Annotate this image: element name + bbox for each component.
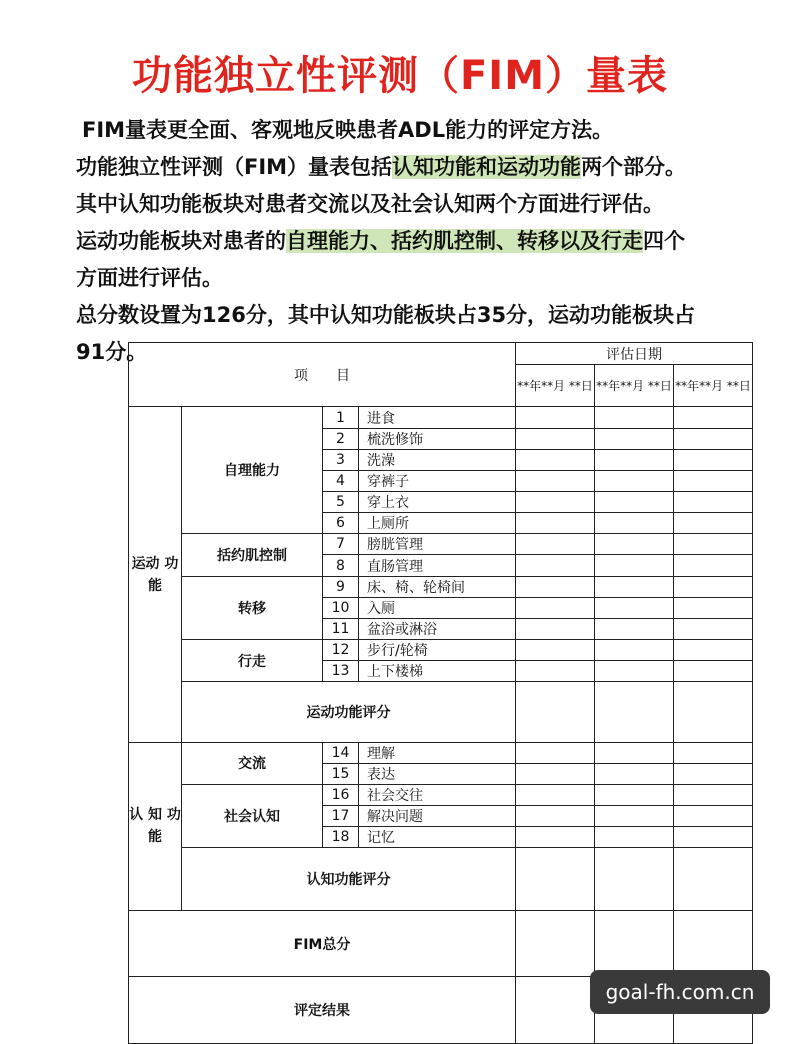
item-number: 12 <box>323 640 359 661</box>
item-number: 10 <box>323 597 359 618</box>
item-label: 入厕 <box>359 597 516 618</box>
score-cell[interactable] <box>595 661 674 682</box>
item-label: 上下楼梯 <box>359 661 516 682</box>
score-cell[interactable] <box>674 513 753 534</box>
item-number: 3 <box>323 449 359 470</box>
group-transfer: 转移 <box>182 576 323 639</box>
score-cell[interactable] <box>595 827 674 848</box>
score-cell[interactable] <box>674 534 753 555</box>
fim-table <box>128 342 753 1044</box>
score-cell[interactable] <box>595 449 674 470</box>
intro-line-2: 功能独立性评测（FIM）量表包括认知功能和运动功能两个部分。 <box>76 155 687 179</box>
item-header: 项 目 <box>129 343 516 407</box>
score-cell[interactable] <box>674 407 753 428</box>
item-label: 膀胱管理 <box>359 534 516 555</box>
score-cell[interactable] <box>516 742 595 763</box>
score-cell[interactable] <box>674 827 753 848</box>
score-cell[interactable] <box>595 742 674 763</box>
score-cell[interactable] <box>516 428 595 449</box>
group-social-cognition: 社会认知 <box>182 784 323 847</box>
score-cell[interactable] <box>516 910 595 976</box>
cognitive-function-label: 认 知 功能 <box>129 742 182 910</box>
item-label: 解决问题 <box>359 806 516 827</box>
intro-line-6: 总分数设置为126分，其中认知功能板块占35分，运动功能板块占 <box>76 303 696 327</box>
score-cell[interactable] <box>674 449 753 470</box>
score-cell[interactable] <box>674 806 753 827</box>
item-number: 5 <box>323 492 359 513</box>
fim-total-label: FIM总分 <box>129 910 516 976</box>
score-cell[interactable] <box>595 618 674 639</box>
item-number: 18 <box>323 827 359 848</box>
item-number: 11 <box>323 618 359 639</box>
item-number: 2 <box>323 428 359 449</box>
item-label: 理解 <box>359 742 516 763</box>
score-cell[interactable] <box>595 555 674 576</box>
item-number: 4 <box>323 470 359 491</box>
highlight-motor-domains: 自理能力、括约肌控制、转移以及行走 <box>286 229 643 253</box>
score-cell[interactable] <box>516 682 595 742</box>
group-self-care: 自理能力 <box>182 407 323 534</box>
item-label: 床、椅、轮椅间 <box>359 576 516 597</box>
score-cell[interactable] <box>674 910 753 976</box>
score-cell[interactable] <box>674 576 753 597</box>
score-cell[interactable] <box>595 576 674 597</box>
score-cell[interactable] <box>674 682 753 742</box>
group-communication: 交流 <box>182 742 323 784</box>
score-cell[interactable] <box>595 848 674 910</box>
score-cell[interactable] <box>516 661 595 682</box>
intro-line-7: 91分。 <box>76 340 148 364</box>
score-cell[interactable] <box>516 597 595 618</box>
score-cell[interactable] <box>674 492 753 513</box>
score-cell[interactable] <box>516 977 595 1044</box>
score-cell[interactable] <box>674 597 753 618</box>
score-cell[interactable] <box>595 407 674 428</box>
highlight-cognitive-motor: 认知功能和运动功能 <box>392 155 582 179</box>
intro-line-1: FIM量表更全面、客观地反映患者ADL能力的评定方法。 <box>82 118 614 142</box>
score-cell[interactable] <box>674 428 753 449</box>
score-cell[interactable] <box>674 848 753 910</box>
item-label: 表达 <box>359 763 516 784</box>
item-number: 1 <box>323 407 359 428</box>
item-label: 记忆 <box>359 827 516 848</box>
score-cell[interactable] <box>674 763 753 784</box>
score-cell[interactable] <box>674 555 753 576</box>
item-label: 盆浴或淋浴 <box>359 618 516 639</box>
intro-line-3: 其中认知功能板块对患者交流以及社会认知两个方面进行评估。 <box>76 192 664 216</box>
score-cell[interactable] <box>595 640 674 661</box>
item-label: 洗澡 <box>359 449 516 470</box>
score-cell[interactable] <box>516 640 595 661</box>
item-label: 穿裤子 <box>359 470 516 491</box>
score-cell[interactable] <box>595 763 674 784</box>
score-cell[interactable] <box>595 784 674 805</box>
score-cell[interactable] <box>595 428 674 449</box>
score-cell[interactable] <box>595 470 674 491</box>
intro-line-5: 方面进行评估。 <box>76 266 223 290</box>
score-cell[interactable] <box>674 640 753 661</box>
item-label: 穿上衣 <box>359 492 516 513</box>
score-cell[interactable] <box>516 618 595 639</box>
score-cell[interactable] <box>516 470 595 491</box>
result-label: 评定结果 <box>129 977 516 1044</box>
item-number: 8 <box>323 555 359 576</box>
score-cell[interactable] <box>595 597 674 618</box>
score-cell[interactable] <box>516 827 595 848</box>
item-number: 6 <box>323 513 359 534</box>
score-cell[interactable] <box>595 910 674 976</box>
score-cell[interactable] <box>595 682 674 742</box>
item-label: 社会交往 <box>359 784 516 805</box>
score-cell[interactable] <box>674 784 753 805</box>
score-cell[interactable] <box>516 763 595 784</box>
item-number: 13 <box>323 661 359 682</box>
item-number: 9 <box>323 576 359 597</box>
score-cell[interactable] <box>674 661 753 682</box>
score-cell[interactable] <box>516 492 595 513</box>
date-col-1: **年**月 **日 <box>516 365 595 407</box>
score-cell[interactable] <box>595 513 674 534</box>
item-label: 直肠管理 <box>359 555 516 576</box>
score-cell[interactable] <box>595 492 674 513</box>
score-cell[interactable] <box>516 576 595 597</box>
score-cell[interactable] <box>516 407 595 428</box>
date-col-3: **年**月 **日 <box>674 365 753 407</box>
item-label: 进食 <box>359 407 516 428</box>
item-number: 16 <box>323 784 359 805</box>
score-cell[interactable] <box>516 534 595 555</box>
item-label: 步行/轮椅 <box>359 640 516 661</box>
item-number: 15 <box>323 763 359 784</box>
score-cell[interactable] <box>516 555 595 576</box>
page-title: 功能独立性评测（FIM）量表 <box>131 53 668 99</box>
intro-line-4: 运动功能板块对患者的自理能力、括约肌控制、转移以及行走四个 <box>76 229 685 253</box>
score-cell[interactable] <box>674 470 753 491</box>
date-col-2: **年**月 **日 <box>595 365 674 407</box>
item-number: 14 <box>323 742 359 763</box>
group-walk: 行走 <box>182 640 323 682</box>
item-number: 7 <box>323 534 359 555</box>
score-cell[interactable] <box>516 848 595 910</box>
item-label: 上厕所 <box>359 513 516 534</box>
intro-text <box>76 112 776 371</box>
watermark: goal-fh.com.cn <box>590 970 770 1014</box>
score-cell[interactable] <box>674 618 753 639</box>
score-cell[interactable] <box>516 806 595 827</box>
group-sphincter: 括约肌控制 <box>182 534 323 576</box>
motor-function-label: 运动 功能 <box>129 407 182 742</box>
score-cell[interactable] <box>516 449 595 470</box>
cognitive-score-label: 认知功能评分 <box>182 848 516 910</box>
score-cell[interactable] <box>516 784 595 805</box>
motor-score-label: 运动功能评分 <box>182 682 516 742</box>
score-cell[interactable] <box>595 806 674 827</box>
score-cell[interactable] <box>516 513 595 534</box>
item-number: 17 <box>323 806 359 827</box>
item-label: 梳洗修饰 <box>359 428 516 449</box>
score-cell[interactable] <box>595 534 674 555</box>
date-header: 评估日期 <box>516 343 753 365</box>
score-cell[interactable] <box>674 742 753 763</box>
